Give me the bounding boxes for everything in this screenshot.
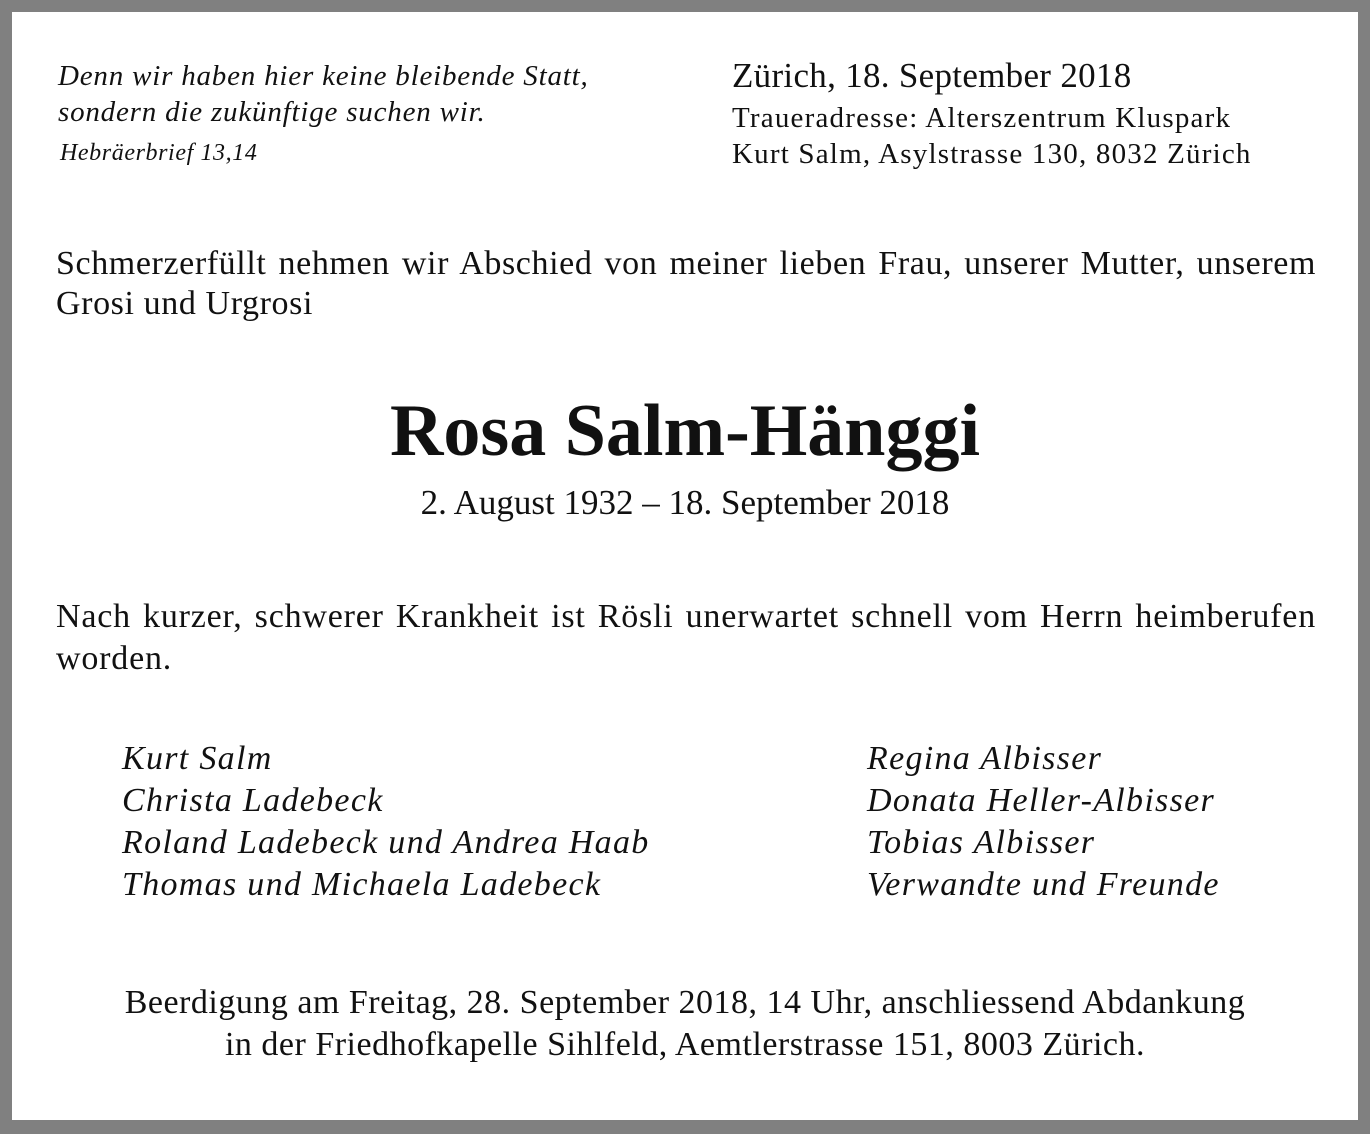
funeral-line: Beerdigung am Freitag, 28. September 2018, 14 Uhr, anschliessend Abdankung [124,984,1246,1021]
verse-line: sondern die zukünftige suchen wir. [58,96,486,128]
mourner-name: Donata Heller-Albisser [867,782,1216,819]
mourners-left-column [122,738,650,906]
mourner-name: Thomas und Michaela Ladebeck [122,866,602,903]
mourner-name: Christa Ladebeck [122,782,384,819]
death-message: Nach kurzer, schwerer Krankheit ist Rösli unerwartet schnell vom Herrn heimberufen worden. [56,598,1316,677]
mourner-name: Kurt Salm [122,740,273,777]
obituary-notice [12,12,1358,1120]
address-line: Kurt Salm, Asylstrasse 130, 8032 Zürich [732,138,1252,170]
mourner-name: Regina Albisser [867,740,1103,777]
mourner-name: Tobias Albisser [867,824,1096,861]
life-dates: 2. August 1932 – 18. September 2018 [420,483,950,522]
address-line: Traueradresse: Alterszentrum Kluspark [732,102,1232,134]
bible-verse [58,58,698,130]
funeral-details [32,982,1338,1066]
mourning-address [732,100,1252,172]
mourner-name: Verwandte und Freunde [867,866,1220,903]
intro-text: Schmerzerfüllt nehmen wir Abschied von meiner lieben Frau, unserer Mutter, unserem Grosi und Urgrosi [56,245,1316,322]
deceased-name: Rosa Salm-Hänggi [389,390,980,472]
mourners-right-column [867,738,1220,906]
mourner-name: Roland Ladebeck und Andrea Haab [122,824,650,861]
verse-reference: Hebräerbrief 13,14 [60,140,258,166]
verse-line: Denn wir haben hier keine bleibende Statt, [58,60,589,92]
funeral-line: in der Friedhofkapelle Sihlfeld, Aemtlerstrasse 151, 8003 Zürich. [224,1026,1146,1063]
header-info [732,56,1252,172]
place-date: Zürich, 18. September 2018 [732,56,1132,95]
